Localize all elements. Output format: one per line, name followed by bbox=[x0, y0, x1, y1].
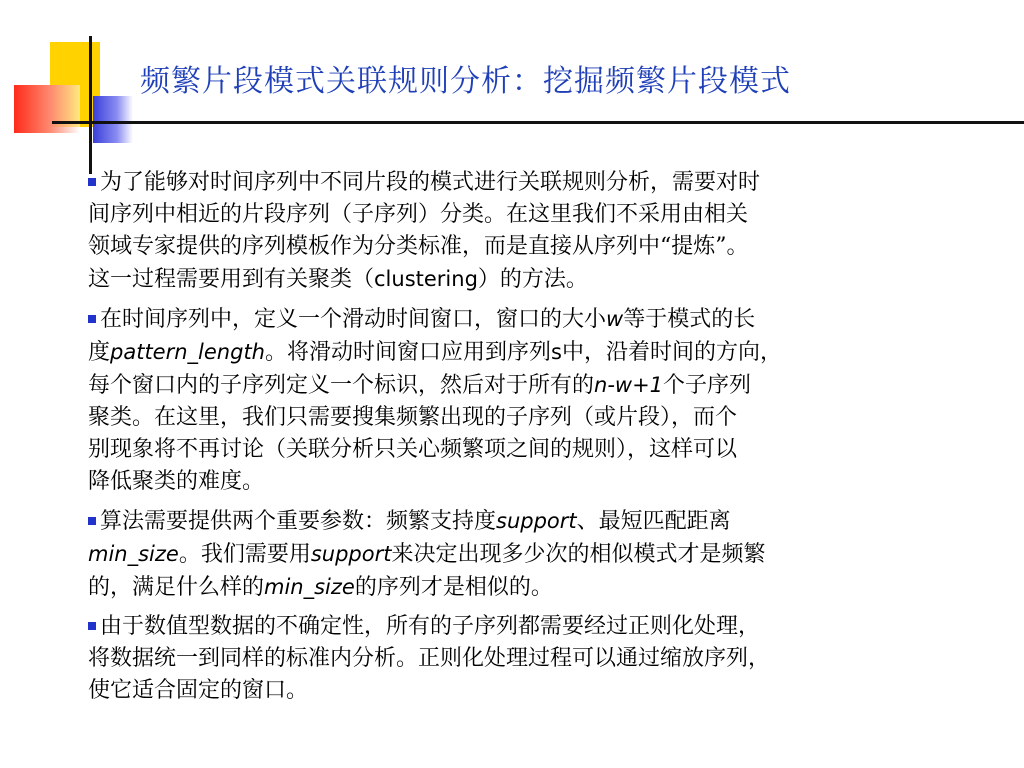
text-line bbox=[88, 263, 988, 296]
slide-body bbox=[88, 167, 988, 714]
text-run: 降低聚类的难度。 bbox=[88, 469, 265, 494]
text-line bbox=[88, 167, 988, 199]
text-run: 来决定出现多少次的相似模式才是频繁 bbox=[391, 542, 766, 567]
text-line bbox=[88, 466, 988, 498]
bullet-square-icon bbox=[88, 622, 96, 630]
text-run: 这一过程需要用到有关聚类（ bbox=[88, 267, 375, 292]
text-run: min_size bbox=[264, 575, 355, 599]
text-run: 等于模式的长 bbox=[623, 307, 756, 332]
text-run: 的序列才是相似的。 bbox=[354, 575, 553, 600]
text-run: ）的方法。 bbox=[477, 267, 588, 292]
text-run: 由于数值型数据的不确定性，所有的子序列都需要经过正则化处理， bbox=[100, 614, 761, 639]
text-run: 在时间序列中，定义一个滑动时间窗口，窗口的大小 bbox=[100, 307, 607, 332]
text-run: 为了能够对时间序列中不同片段的模式进行关联规则分析，需要对时 bbox=[100, 170, 761, 195]
text-line bbox=[88, 675, 988, 707]
text-run: 别现象将不再讨论（关联分析只关心频繁项之间的规则），这样可以 bbox=[88, 437, 738, 462]
bullet-paragraph bbox=[88, 303, 988, 498]
bullet-square-icon bbox=[88, 315, 96, 323]
bullet-paragraph bbox=[88, 611, 988, 707]
text-run: 。将滑动时间窗口应用到序列 bbox=[264, 340, 551, 365]
text-run: 每个窗口内的子序列定义一个标识，然后对于所有的 bbox=[88, 373, 595, 398]
text-run: 聚类。在这里，我们只需要搜集频繁出现的子序列（或片段），而个 bbox=[88, 405, 738, 430]
text-run: 使它适合固定的窗口。 bbox=[88, 678, 309, 703]
text-run: w bbox=[606, 307, 624, 331]
bullet-square-icon bbox=[88, 517, 96, 525]
text-run: 。我们需要用 bbox=[178, 542, 311, 567]
bullet-paragraph bbox=[88, 167, 988, 296]
text-line bbox=[88, 402, 988, 434]
text-run: min_size bbox=[88, 542, 179, 566]
text-run: n-w+1 bbox=[594, 373, 664, 397]
text-line bbox=[88, 643, 988, 675]
text-line bbox=[88, 303, 988, 336]
decor-blue-block bbox=[93, 96, 133, 143]
text-run: s bbox=[551, 340, 562, 364]
text-run: clustering bbox=[374, 267, 478, 291]
text-line bbox=[88, 611, 988, 643]
text-line bbox=[88, 336, 988, 369]
text-line bbox=[88, 231, 988, 263]
text-run: 算法需要提供两个重要参数：频繁支持度 bbox=[100, 509, 497, 534]
text-run: 的，满足什么样的 bbox=[88, 575, 265, 600]
text-line bbox=[88, 369, 988, 402]
text-run: 领域专家提供的序列模板作为分类标准，而是直接从序列中“提炼”。 bbox=[88, 234, 749, 259]
bullet-paragraph bbox=[88, 505, 988, 604]
text-run: 将数据统一到同样的标准内分析。正则化处理过程可以通过缩放序列， bbox=[88, 646, 771, 671]
text-line bbox=[88, 571, 988, 604]
text-line bbox=[88, 538, 988, 571]
text-line bbox=[88, 199, 988, 231]
text-run: 个子序列 bbox=[663, 373, 752, 398]
text-run: 间序列中相近的片段序列（子序列）分类。在这里我们不采用由相关 bbox=[88, 202, 749, 227]
text-run: 度 bbox=[88, 340, 111, 365]
text-line bbox=[88, 505, 988, 538]
text-run: support bbox=[310, 542, 392, 566]
text-run: pattern_length bbox=[110, 340, 265, 364]
text-line bbox=[88, 434, 988, 466]
text-run: 、最短匹配距离 bbox=[576, 509, 731, 534]
decor-horizontal-rule bbox=[52, 121, 1024, 124]
text-run: 中，沿着时间的方向， bbox=[561, 340, 782, 365]
bullet-square-icon bbox=[88, 178, 96, 186]
decor-red-block bbox=[14, 85, 80, 133]
decor-vertical-line bbox=[89, 36, 92, 174]
text-run: support bbox=[496, 509, 577, 533]
slide-title: 频繁片段模式关联规则分析：挖掘频繁片段模式 bbox=[140, 64, 791, 99]
